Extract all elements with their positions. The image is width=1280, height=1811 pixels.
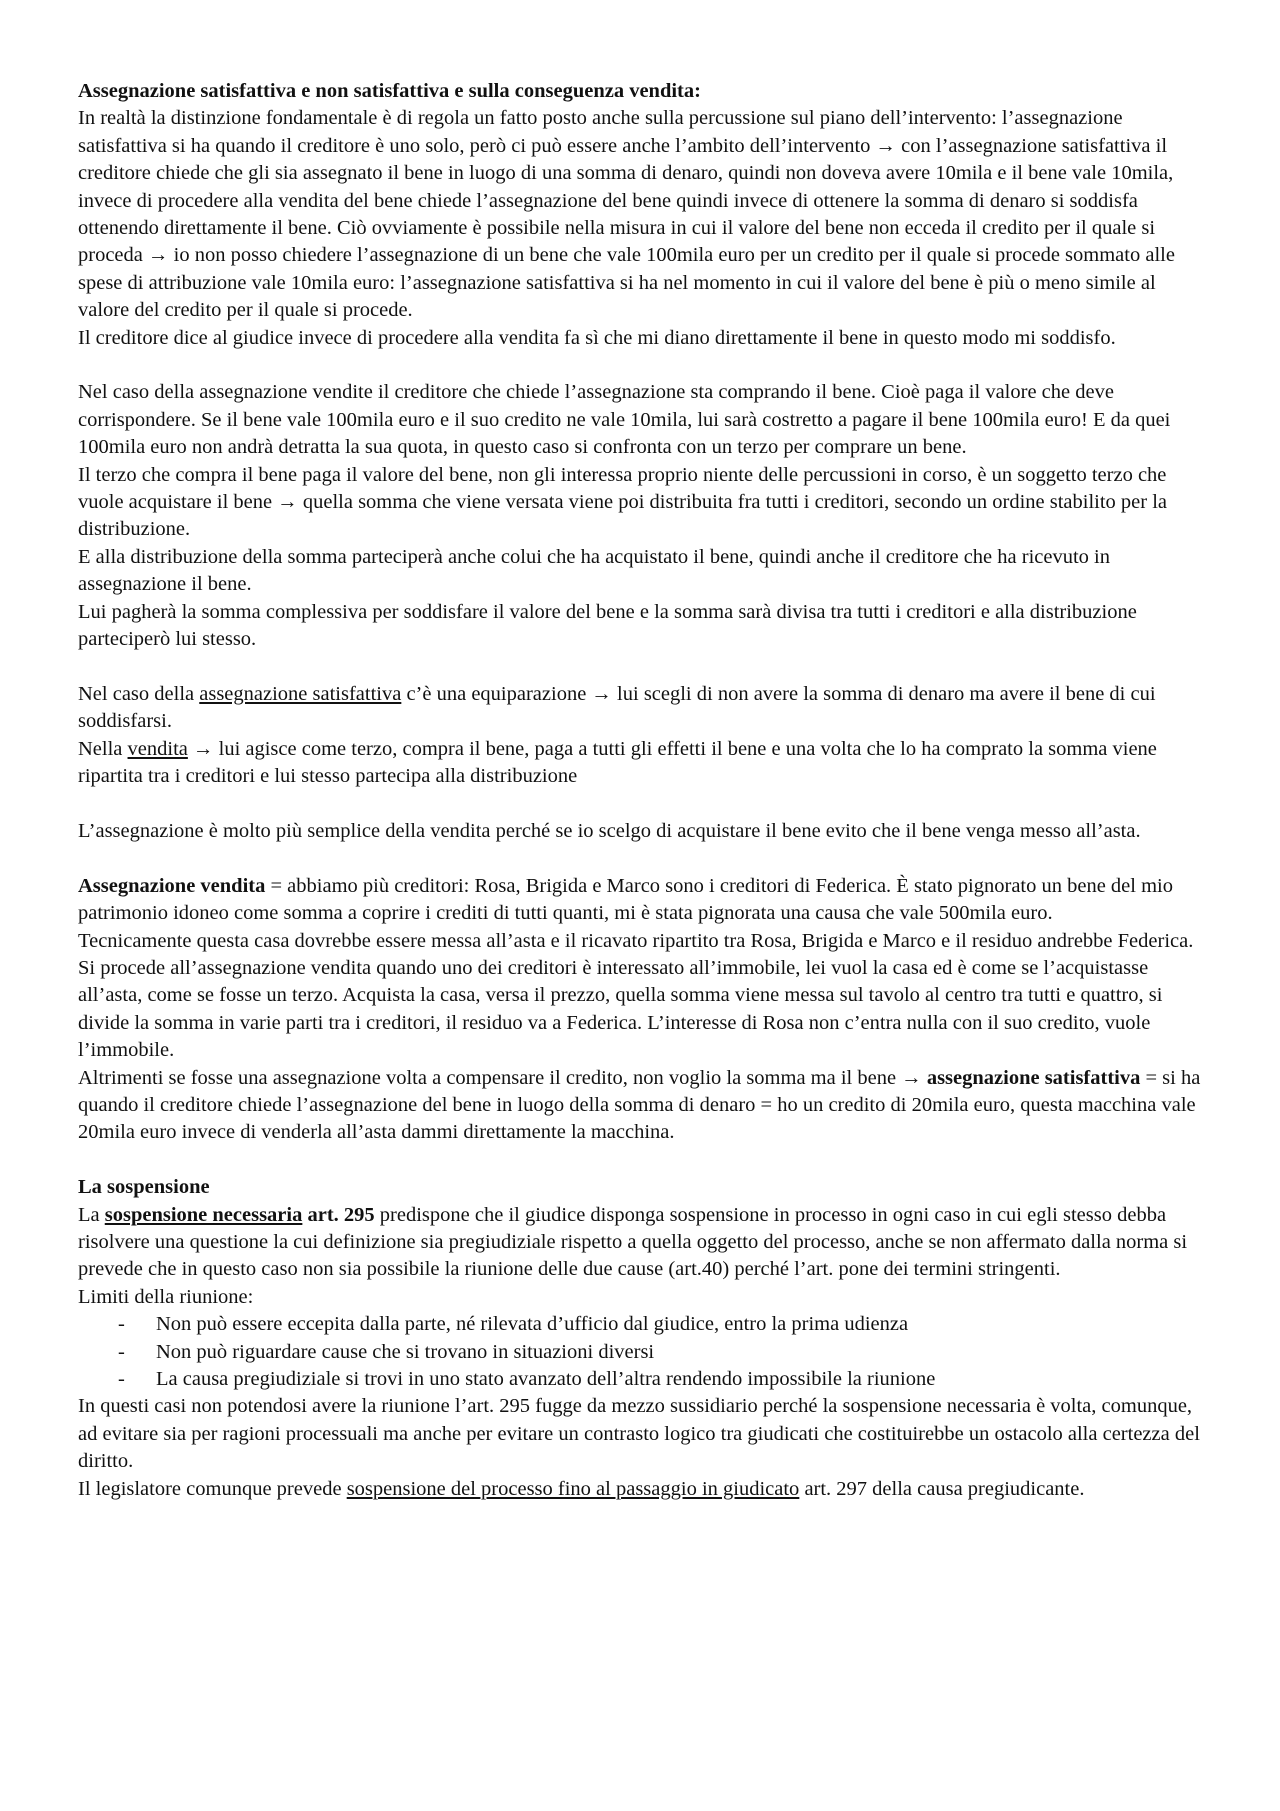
list-item: - Non può essere eccepita dalla parte, né rilevata d’ufficio dal giudice, entro la prima udienza — [118, 1311, 1210, 1338]
blank-line — [78, 791, 1210, 818]
paragraph: Altrimenti se fosse una assegnazione volta a compensare il credito, non voglio la somma ma il bene → assegnazione satisfattiva = si ha quando il creditore chiede l’assegnazione del bene in luogo della somma di denaro = ho un credito di 20mila euro, questa macchina vale 20mila euro invece di venderla all’asta dammi direttamente la macchina. — [78, 1066, 1201, 1144]
list-item: - La causa pregiudiziale si trovi in uno stato avanzato dell’altra rendendo impossibile la riunione — [118, 1366, 1210, 1393]
paragraph: Assegnazione vendita = abbiamo più creditori: Rosa, Brigida e Marco sono i creditori di Federica. È stato pignorato un bene del mio patrimonio idoneo come somma a coprire i crediti di tutti quanti, mi è stata pignorata una causa che vale 500mila euro. — [78, 874, 1173, 925]
paragraph: Il legislatore comunque prevede sospensione del processo fino al passaggio in giudicato art. 297 della causa pregiudicante. — [78, 1477, 1085, 1500]
bold-term: Assegnazione vendita — [78, 874, 266, 897]
blank-line — [78, 1147, 1210, 1174]
arrow-icon: → — [901, 1066, 922, 1089]
arrow-icon: → — [591, 682, 612, 705]
blank-line — [78, 352, 1210, 379]
paragraph: L’assegnazione è molto più semplice della vendita perché se io scelgo di acquistare il bene evito che il bene venga messo all’asta. — [78, 819, 1141, 842]
limits-list — [78, 1311, 1210, 1393]
paragraph: La sospensione necessaria art. 295 predispone che il giudice disponga sospensione in processo in ogni caso in cui egli stesso debba risolvere una questione la cui definizione sia pregiudiziale rispetto a quella oggetto del processo, anche se non affermato dalla norma si prevede che in questo caso non sia possibile la riunione delle due cause (art.40) perché l’art. pone dei termini stringenti. — [78, 1203, 1188, 1281]
paragraph: Il creditore dice al giudice invece di procedere alla vendita fa sì che mi diano direttamente il bene in questo modo mi soddisfo. — [78, 326, 1116, 349]
paragraph: Nel caso della assegnazione satisfattiva c’è una equiparazione → lui scegli di non avere la somma di denaro ma avere il bene di cui soddisfarsi. — [78, 682, 1156, 733]
paragraph: Nel caso della assegnazione vendite il creditore che chiede l’assegnazione sta comprando il bene. Cioè paga il valore che deve corrispondere. Se il bene vale 100mila euro e il suo credito ne vale 10mila, lui sarà costretto a pagare il bene 100mila euro! E da quei 100mila euro non andrà detratta la sua quota, in questo caso si confronta con un terzo per comprare un bene. — [78, 381, 1171, 459]
paragraph: E alla distribuzione della somma parteciperà anche colui che ha acquistato il bene, quindi anche il creditore che ha ricevuto in assegnazione il bene. — [78, 545, 1110, 596]
bold-term: art. 295 — [307, 1203, 375, 1226]
section-heading-assegnazione: Assegnazione satisfattiva e non satisfattiva e sulla conseguenza vendita: — [78, 80, 701, 102]
arrow-icon: → — [277, 491, 298, 514]
paragraph: In realtà la distinzione fondamentale è di regola un fatto posto anche sulla percussione sul piano dell’intervento: l’assegnazione satisfattiva si ha quando il creditore è uno solo, però ci può essere anche l’ambito dell’intervento → con l’assegnazione satisfattiva il creditore chiede che gli sia assegnato il bene in luogo di una somma di denaro, quindi non doveva avere 10mila e il bene vale 10mila, invece di procedere alla vendita del bene chiede l’assegnazione del bene quindi invece di ottenere la somma di denaro si soddisfa ottenendo direttamente il bene. Ciò ovviamente è possibile nella misura in cui il valore del bene non ecceda il credito per il quale si proceda → io non posso chiedere l’assegnazione di un bene che vale 100mila euro per un credito per il quale si procede sommato alle spese di attribuzione vale 10mila euro: l’assegnazione satisfattiva si ha nel momento in cui il valore del bene è più o meno simile al valore del credito per il quale si procede. — [78, 107, 1175, 322]
blank-line — [78, 654, 1210, 681]
arrow-icon: → — [148, 244, 169, 267]
underlined-term: assegnazione satisfattiva — [199, 682, 402, 705]
paragraph: Tecnicamente questa casa dovrebbe essere messa all’asta e il ricavato ripartito tra Rosa, Brigida e Marco e il residuo andrebbe Federica. Si procede all’assegnazione vendita quando uno dei creditori è interessato all’immobile, lei vuol la casa ed è come se l’acquistasse all’asta, come se fosse un terzo. Acquista la casa, versa il prezzo, quella somma viene messa sul tavolo al centro tra tutti e quattro, si divide la somma in varie parti tra i creditori, il residuo va a Federica. L’interesse di Rosa non c’entra nulla con il suo credito, vuole l’immobile. — [78, 929, 1194, 1062]
list-item: - Non può riguardare cause che si trovano in situazioni diversi — [118, 1339, 1210, 1366]
underlined-term: sospensione del processo fino al passaggio in giudicato — [346, 1477, 800, 1500]
blank-line — [78, 845, 1210, 872]
paragraph: Lui pagherà la somma complessiva per soddisfare il valore del bene e la somma sarà divisa tra tutti i creditori e alla distribuzione parteciperò lui stesso. — [78, 600, 1137, 651]
arrow-icon: → — [875, 134, 897, 157]
underlined-term: vendita — [127, 737, 188, 760]
list-title: Limiti della riunione: — [78, 1285, 254, 1308]
arrow-icon: → — [193, 737, 214, 760]
paragraph: Nella vendita → lui agisce come terzo, compra il bene, paga a tutti gli effetti il bene e una volta che lo ha comprato la somma viene ripartita tra i creditori e lui stesso partecipa alla distribuzione — [78, 737, 1157, 788]
section-heading-sospensione: La sospensione — [78, 1176, 210, 1199]
paragraph: In questi casi non potendosi avere la riunione l’art. 295 fugge da mezzo sussidiario perché la sospensione necessaria è volta, comunque, ad evitare sia per ragioni processuali ma anche per evitare un contrasto logico tra giudicati che costituirebbe un ostacolo alla certezza del diritto. — [78, 1395, 1200, 1473]
paragraph: Il terzo che compra il bene paga il valore del bene, non gli interessa proprio niente delle percussioni in corso, è un soggetto terzo che vuole acquistare il bene → quella somma che viene versata viene poi distribuita fra tutti i creditori, secondo un ordine stabilito per la distribuzione. — [78, 463, 1168, 541]
bold-term: assegnazione satisfattiva — [926, 1066, 1141, 1089]
bold-term: sospensione necessaria — [104, 1203, 303, 1226]
